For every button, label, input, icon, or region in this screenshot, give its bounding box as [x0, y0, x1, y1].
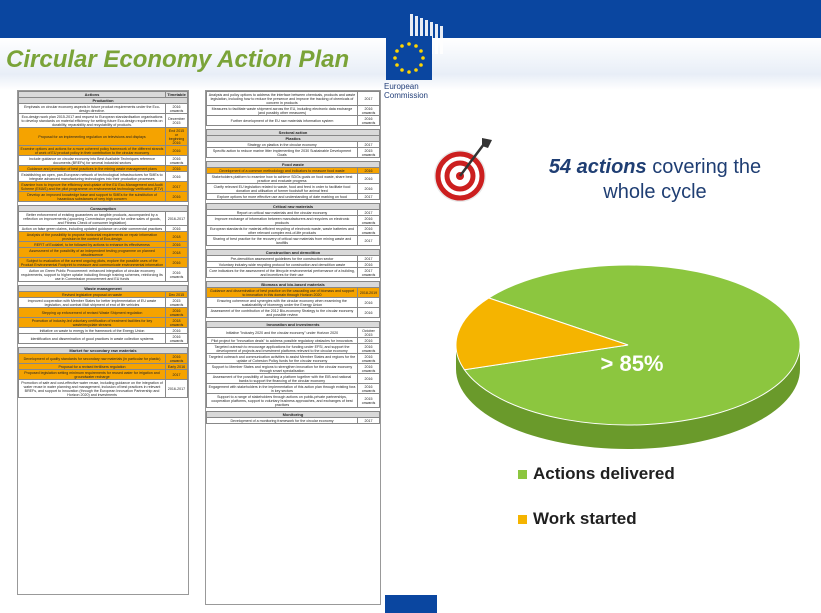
actions-headline — [500, 155, 810, 205]
action-cell: Identification and dissemination of good practices in waste collection systems — [19, 334, 166, 344]
actions-count: 54 actions — [548, 156, 647, 178]
table-row — [19, 268, 188, 282]
section-heading-label: Plastics — [207, 136, 380, 142]
section-heading-label: Critical raw materials — [207, 204, 380, 210]
action-cell: Report on critical raw materials and the circular economy — [207, 210, 358, 216]
legend-swatch-delivered — [518, 470, 527, 479]
table-row — [207, 116, 380, 126]
action-cell: REFIT of Ecolabel, to be followed by actions to enhance its effectiveness — [19, 242, 166, 248]
timetable-cell: October 2015 — [358, 328, 380, 338]
timetable-cell: 2016 — [358, 174, 380, 184]
timetable-cell: Dec 2015 — [166, 292, 188, 298]
timetable-cell: End 2015 or beginning 2016 — [166, 128, 188, 146]
timetable-cell: 2015 onwards — [166, 298, 188, 308]
legend-label-started: Work started — [533, 509, 637, 528]
table-row — [207, 148, 380, 158]
timetable-cell: 2017 — [358, 256, 380, 262]
timetable-cell: 2016 onwards — [358, 344, 380, 354]
timetable-cell: 2016 — [358, 184, 380, 194]
action-cell: Engagement with stakeholders in the implementation of this action plan through existing fora in key sectors — [207, 384, 358, 394]
timetable-cell: 2016 — [166, 192, 188, 202]
table-row — [207, 374, 380, 384]
action-cell: Pilot project for "innovation deals" to address possible regulatory obstacles for innovators — [207, 338, 358, 344]
timetable-cell: 2018 — [166, 248, 188, 258]
table-row — [19, 172, 188, 182]
action-cell: Stepping up enforcement of revised Waste Shipment regulation — [19, 308, 166, 318]
table-row — [207, 298, 380, 308]
table-row — [207, 364, 380, 374]
action-cell: Guidance and promotion of best practices in the mining waste management plans — [19, 166, 166, 172]
timetable-cell: 2016 onwards — [358, 216, 380, 226]
org-line-1: European — [384, 82, 419, 91]
table-row — [19, 334, 188, 344]
table-row — [207, 174, 380, 184]
table-row — [207, 288, 380, 298]
timetable-cell: 2015 onwards — [358, 148, 380, 158]
action-cell: Voluntary industry-wide recycling protocol for construction and demolition waste — [207, 262, 358, 268]
table-row — [19, 192, 188, 202]
action-cell: Guidance and dissemination of best practice on the cascading use of biomass and support to innovation in this domain through Horizon 2020 — [207, 288, 358, 298]
table-row — [19, 298, 188, 308]
section-heading-label: Construction and demolition — [207, 250, 380, 256]
timetable-cell: 2017 — [358, 210, 380, 216]
timetable-cell: 2016 onwards — [166, 334, 188, 344]
action-cell: Action on Green Public Procurement: enhanced integration of circular economy requirements, support to higher uptake including through training schemes, reinforcing its use in Commission procurement and EU funds — [19, 268, 166, 282]
action-cell: Initiative "Industry 2020 and the circular economy" under Horizon 2020 — [207, 328, 358, 338]
timetable-cell: 2016 — [358, 308, 380, 318]
timetable-cell: 2015 onwards — [358, 394, 380, 408]
table-row — [207, 308, 380, 318]
action-cell: Core indicators for the assessment of the lifecycle environmental performance of a building, and incentives for their use — [207, 268, 358, 278]
action-cell: Proposed legislation setting minimum requirements for reused water for irrigation and groundwater recharge — [19, 370, 166, 380]
legend-item-started — [518, 509, 637, 529]
table-row — [207, 236, 380, 246]
table-row — [19, 318, 188, 328]
bottom-brand-strip — [385, 595, 437, 613]
action-cell: Sharing of best practice for the recovery of critical raw materials from mining waste and landfills — [207, 236, 358, 246]
action-cell: Eco-design work plan 2015-2017 and request to European standardisation organisations to develop standards on material efficiency for setting future Eco-design requirements on durability, reparability and recyclability of products. — [19, 114, 166, 128]
section-heading-label: Market for secondary raw materials — [19, 348, 188, 354]
action-cell: Develop an improved knowledge base and support to SMEs for the substitution of hazardous substances of very high concern — [19, 192, 166, 202]
action-cell: European standards for material-efficient recycling of electronic waste, waste batteries and other relevant complex end-of-life products — [207, 226, 358, 236]
actions-table-middle — [205, 90, 381, 605]
action-cell: Development of a monitoring framework for the circular economy — [207, 418, 358, 424]
timetable-cell: 2016 onwards — [358, 364, 380, 374]
timetable-cell: 2017 — [358, 236, 380, 246]
action-cell: Support to Member States and regions to strengthen innovation for the circular economy through smart specialisation — [207, 364, 358, 374]
table-row — [19, 212, 188, 226]
timetable-cell: 2016 onwards — [358, 384, 380, 394]
section-heading-label: Waste management — [19, 286, 188, 292]
progress-pie-chart — [448, 255, 808, 455]
table-row — [207, 384, 380, 394]
headline-rest: covering the — [646, 156, 762, 178]
dartboard-icon — [432, 134, 494, 204]
table-row — [207, 394, 380, 408]
timetable-cell: 2017 — [358, 194, 380, 200]
timetable-cell: 2016 — [166, 258, 188, 268]
table-row — [207, 328, 380, 338]
timetable-cell: 2017 — [166, 182, 188, 192]
section-heading-label: Biomass and bio-based materials — [207, 282, 380, 288]
action-cell: Emphasis on circular economy aspects in future product requirements under the Eco-design directive. — [19, 104, 166, 114]
legend-swatch-started — [518, 515, 527, 524]
table-row — [19, 354, 188, 364]
timetable-cell: 2016 — [166, 328, 188, 334]
action-cell: Measures to facilitate waste shipment across the EU, including electronic data exchange (and possibly other measures) — [207, 106, 358, 116]
section-heading-label: Consumption — [19, 206, 188, 212]
timetable-cell: 2018 onwards — [166, 318, 188, 328]
action-cell: Establishing an open, pan-European network of technological infrastructures for SMEs to integrate advanced manufacturing technologies into their production processes — [19, 172, 166, 182]
action-cell: Assessment of the possibility of launching a platform together with the EIB and national banks to support the financing of the circular economy — [207, 374, 358, 384]
action-cell: Further development of the EU raw materials information system — [207, 116, 358, 126]
table-row — [19, 248, 188, 258]
timetable-cell: December 2015 — [166, 114, 188, 128]
table-row — [19, 156, 188, 166]
action-cell: Proposal for a revised fertilisers regulation — [19, 364, 166, 370]
action-cell: Strategy on plastics in the circular economy — [207, 142, 358, 148]
action-cell: Development of a common methodology and indicators to measure food waste — [207, 168, 358, 174]
action-cell: Proposal for an implementing regulation on televisions and displays — [19, 128, 166, 146]
timetable-cell: 2016 — [358, 298, 380, 308]
table-row — [19, 114, 188, 128]
timetable-cell: 2016-2017 — [166, 212, 188, 226]
page-title: Circular Economy Action Plan — [6, 46, 350, 73]
timetable-cell: 2017 — [166, 370, 188, 380]
timetable-cell: 2016 — [358, 338, 380, 344]
table-row — [207, 184, 380, 194]
eu-stars-icon — [386, 36, 432, 80]
table-row — [207, 268, 380, 278]
action-cell: Action on false green claims, including updated guidance on unfair commercial practices — [19, 226, 166, 232]
timetable-cell: 2016-2017 — [166, 380, 188, 398]
table-row — [207, 216, 380, 226]
table-row — [207, 354, 380, 364]
timetable-cell: 2016 onwards — [358, 116, 380, 126]
pie-data-label: > 85% — [600, 351, 664, 376]
action-cell: Development of quality standards for secondary raw materials (in particular for plastic) — [19, 354, 166, 364]
action-cell: Improved cooperation with Member States for better implementation of EU waste legislation, and combat illicit shipment of end of life vehicles — [19, 298, 166, 308]
timetable-cell: 2018 — [166, 232, 188, 242]
action-cell: Pre-demolition assessment guidelines for the construction sector — [207, 256, 358, 262]
eu-flag — [386, 36, 432, 80]
legend-label-delivered: Actions delivered — [533, 464, 675, 483]
timetable-cell: 2016 — [166, 166, 188, 172]
table-row — [207, 92, 380, 106]
timetable-cell: 2017 — [358, 418, 380, 424]
headline-line-2: whole cycle — [603, 181, 707, 203]
action-cell: Stakeholders platform to examine how to achieve SDGs goals on food waste, share best practice and evaluate progress — [207, 174, 358, 184]
action-cell: Targeted outreach to encourage applications for funding under EFSI, and support the development of projects and investment platforms relevant to the circular economy — [207, 344, 358, 354]
action-cell: Clarify relevant EU legislation related to waste, food and feed in order to facilitate food donation and utilisation of former foodstuff for animal feed — [207, 184, 358, 194]
action-cell: Assessment of the contribution of the 2012 Bio-economy Strategy to the circular economy and possible review — [207, 308, 358, 318]
timetable-cell: 2016 — [166, 172, 188, 182]
table-row — [207, 106, 380, 116]
timetable-cell: 2017 onwards — [358, 268, 380, 278]
action-cell: Promotion of industry-led voluntary certification of treatment facilities for key waste/recyclate streams — [19, 318, 166, 328]
table-row — [19, 182, 188, 192]
section-heading-label: Monitoring — [207, 412, 380, 418]
timetable-cell: 2018-2019 — [358, 288, 380, 298]
actions-table-left — [17, 90, 189, 595]
timetable-cell: 2016 onwards — [358, 106, 380, 116]
org-line-2: Commission — [384, 91, 429, 100]
action-cell: Analysis of the possibility to propose horizontal requirements on repair information provision in the context of Eco-design — [19, 232, 166, 242]
action-cell: Ensuring coherence and synergies with the circular economy when examining the sustainability of bioenergy under the Energy Union — [207, 298, 358, 308]
action-cell: Explore options for more effective use and understanding of date marking on food — [207, 194, 358, 200]
action-cell: Promotion of safe and cost-effective water reuse, including guidance on the integration of water reuse in water planning and management, inclusion of best practices in relevant BREFs, and support to innovation (through the European Innovation Partnership and Horizon 2020) and investments — [19, 380, 166, 398]
column-header-actions: Actions — [19, 92, 166, 98]
timetable-cell: 2016 onwards — [166, 156, 188, 166]
left-table — [18, 91, 188, 398]
timetable-cell: 2017 — [358, 92, 380, 106]
action-cell: Assessment of the possibility of an independent testing programme on planned obsolescence — [19, 248, 166, 258]
column-header-timetable: Timetable — [167, 91, 186, 97]
action-cell: Include guidance on circular economy into Best Available Techniques reference documents (BREFs) for several industrial sectors — [19, 156, 166, 166]
table-row — [19, 232, 188, 242]
timetable-cell: 2016 onwards — [166, 354, 188, 364]
section-heading-label: Food waste — [207, 162, 380, 168]
action-cell: Specific action to reduce marine litter implementing the 2030 Sustainable Development Goals — [207, 148, 358, 158]
timetable-cell: 2016 — [166, 146, 188, 156]
table-row — [19, 258, 188, 268]
table-row — [19, 128, 188, 146]
table-row — [19, 308, 188, 318]
action-cell: Examine options and actions for a more coherent policy framework of the different strands of work of EU product policy in their contribution to the circular economy — [19, 146, 166, 156]
legend-item-delivered — [518, 464, 675, 484]
action-cell: Initiative on waste to energy in the framework of the Energy Union — [19, 328, 166, 334]
timetable-cell: 2016 onwards — [166, 104, 188, 114]
org-name — [384, 82, 428, 100]
action-cell: Revised legislative proposal on waste — [19, 292, 166, 298]
timetable-cell: 2016 — [166, 226, 188, 232]
timetable-cell: 2016 — [358, 262, 380, 268]
timetable-cell: 2016 onwards — [358, 226, 380, 236]
section-heading-label: Production — [19, 98, 188, 104]
section-heading-label: Sectoral action — [207, 130, 380, 136]
section-heading-label: Innovation and investments — [207, 322, 380, 328]
timetable-cell: 2016 — [166, 242, 188, 248]
action-cell: Examine how to improve the efficiency and uptake of the EU Eco-Management and Audit Scheme (EMAS) and the pilot programme on environmental technology verification (ETV) — [19, 182, 166, 192]
timetable-cell: 2016 — [358, 168, 380, 174]
action-cell: Support to a range of stakeholders through actions on public-private partnerships, cooperation platforms, support to voluntary business approaches, and exchanges of best practices — [207, 394, 358, 408]
timetable-cell: Early 2016 — [166, 364, 188, 370]
action-cell: Analysis and policy options to address the interface between chemicals, products and waste legislation, including how to reduce the presence and improve the tracking of chemicals of concern in products — [207, 92, 358, 106]
table-row — [19, 104, 188, 114]
timetable-cell: 2016 onwards — [166, 268, 188, 282]
table-row — [19, 380, 188, 398]
middle-table — [206, 91, 380, 424]
action-cell: Improve exchange of information between manufacturers and recyclers on electronic products — [207, 216, 358, 226]
timetable-cell: 2016 onwards — [166, 308, 188, 318]
timetable-cell: 2017 — [358, 142, 380, 148]
table-row — [19, 370, 188, 380]
action-cell: Targeted outreach and communication activities to assist Member States and regions for the uptake of Cohesion Policy funds for the circular economy — [207, 354, 358, 364]
table-row — [19, 146, 188, 156]
table-row — [207, 418, 380, 424]
action-cell: Subject to evaluation of the current ongoing pilots, explore the possible uses of the Product Environmental Footprint to measure and communicate environmental information — [19, 258, 166, 268]
timetable-cell: 2016 — [358, 374, 380, 384]
table-row — [207, 226, 380, 236]
table-row — [207, 344, 380, 354]
timetable-cell: 2016 onwards — [358, 354, 380, 364]
action-cell: Better enforcement of existing guarantees on tangible products, accompanied by a reflection on improvements (upcoming Commission proposal for online sales of goods, and Fitness Check of consumer legislation) — [19, 212, 166, 226]
